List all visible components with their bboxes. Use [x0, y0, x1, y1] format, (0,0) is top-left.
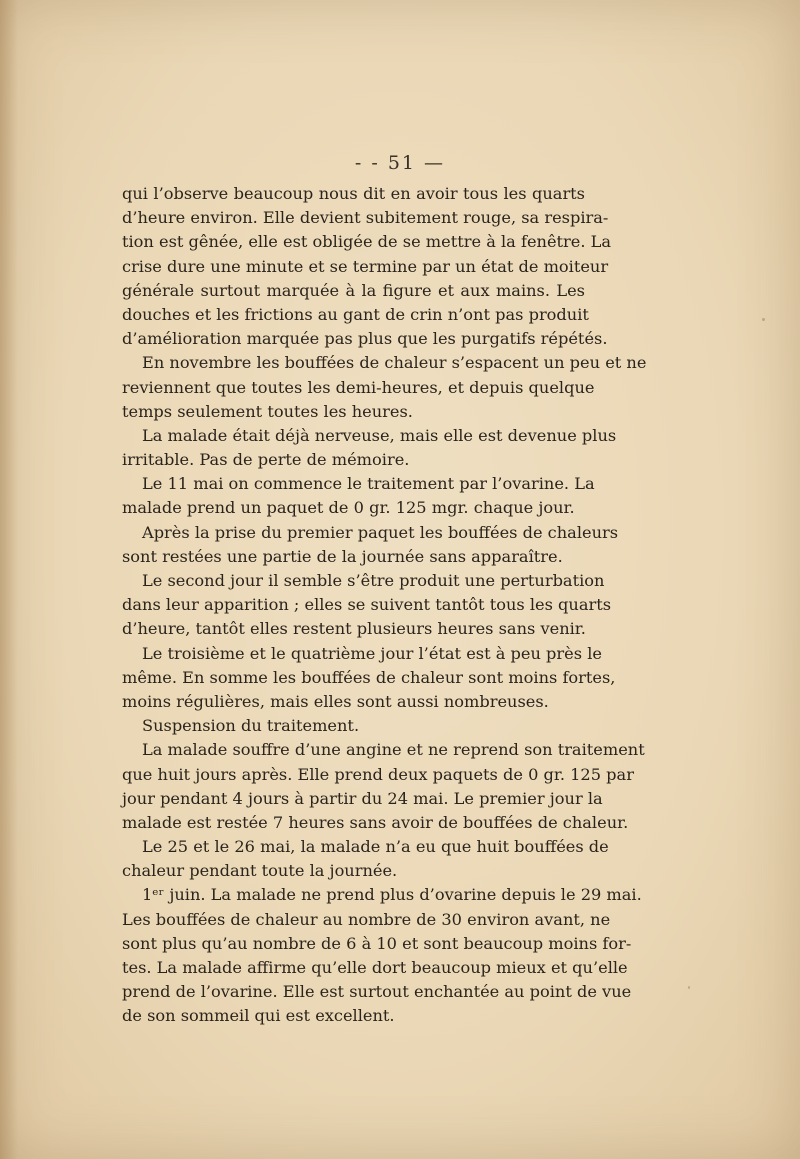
text-line: crise dure une minute et se termine par un état de moiteur: [122, 256, 609, 276]
text-line: En novembre les bouffées de chaleur s’espacent un peu et ne: [142, 353, 647, 373]
text-line: d’heure environ. Elle devient subitement rouge, sa respira-: [122, 208, 609, 228]
text-line: sont plus qu’au nombre de 6 à 10 et sont beaucoup moins for-: [122, 933, 632, 953]
text-line: générale surtout marquée à la figure et aux mains. Les: [122, 280, 585, 300]
text-line: moins régulières, mais elles sont aussi nombreuses.: [122, 691, 549, 711]
text-line: même. En somme les bouffées de chaleur sont moins fortes,: [122, 667, 616, 687]
page-number: - - 51 —: [354, 152, 446, 174]
text-line: sont restées une partie de la journée sans apparaître.: [122, 546, 563, 566]
text-line: malade prend un paquet de 0 gr. 125 mgr. chaque jour.: [122, 498, 575, 518]
text-line: douches et les frictions au gant de crin n’ont pas produit: [122, 304, 589, 324]
text-line: irritable. Pas de perte de mémoire.: [122, 450, 410, 470]
text-line: Suspension du traitement.: [142, 716, 360, 736]
text-line: que huit jours après. Elle prend deux paquets de 0 gr. 125 par: [122, 764, 634, 784]
text-line: Après la prise du premier paquet les bouffées de chaleurs: [142, 522, 619, 542]
text-line: Les bouffées de chaleur au nombre de 30 environ avant, ne: [122, 909, 611, 929]
text-line: Le troisième et le quatrième jour l’état est à peu près le: [142, 643, 602, 663]
paper-speck: [688, 986, 690, 989]
text-line: chaleur pendant toute la journée.: [122, 861, 398, 881]
text-line: tes. La malade affirme qu’elle dort beaucoup mieux et qu’elle: [122, 958, 628, 977]
text-line: qui l’observe beaucoup nous dit en avoir tous les quarts: [122, 184, 585, 203]
text-line: dans leur apparition ; elles se suivent tantôt tous les quarts: [122, 595, 612, 615]
text-line: Le second jour il semble s’être produit une perturbation: [142, 571, 605, 590]
paper-speck: [762, 318, 765, 321]
text-line: de son sommeil qui est excellent.: [122, 1006, 395, 1026]
text-line: tion est gênée, elle est obligée de se mettre à la fenêtre. La: [122, 232, 612, 252]
text-line: d’heure, tantôt elles restent plusieurs heures sans venir.: [122, 619, 586, 639]
text-line: jour pendant 4 jours à partir du 24 mai. Le premier jour la: [122, 788, 603, 808]
text-line: prend de l’ovarine. Elle est surtout enchantée au point de vue: [122, 982, 632, 1002]
text-line: reviennent que toutes les demi-heures, et depuis quelque: [122, 377, 595, 397]
text-line: malade est restée 7 heures sans avoir de bouffées de chaleur.: [122, 812, 629, 832]
paper-speck: [598, 748, 600, 750]
text-line: La malade était déjà nerveuse, mais elle est devenue plus: [142, 425, 617, 445]
text-line: La malade souffre d’une angine et ne reprend son traitement: [142, 740, 645, 760]
body-text: [122, 182, 647, 1029]
text-line: d’amélioration marquée pas plus que les purgatifs répétés.: [122, 329, 608, 349]
text-line: Le 25 et le 26 mai, la malade n’a eu que huit bouffées de: [142, 837, 609, 857]
text-line: Le 11 mai on commence le traitement par l’ovarine. La: [142, 474, 595, 494]
text-line: temps seulement toutes les heures.: [122, 401, 413, 421]
text-line: 1ᵉʳ juin. La malade ne prend plus d’ovarine depuis le 29 mai.: [142, 885, 642, 905]
